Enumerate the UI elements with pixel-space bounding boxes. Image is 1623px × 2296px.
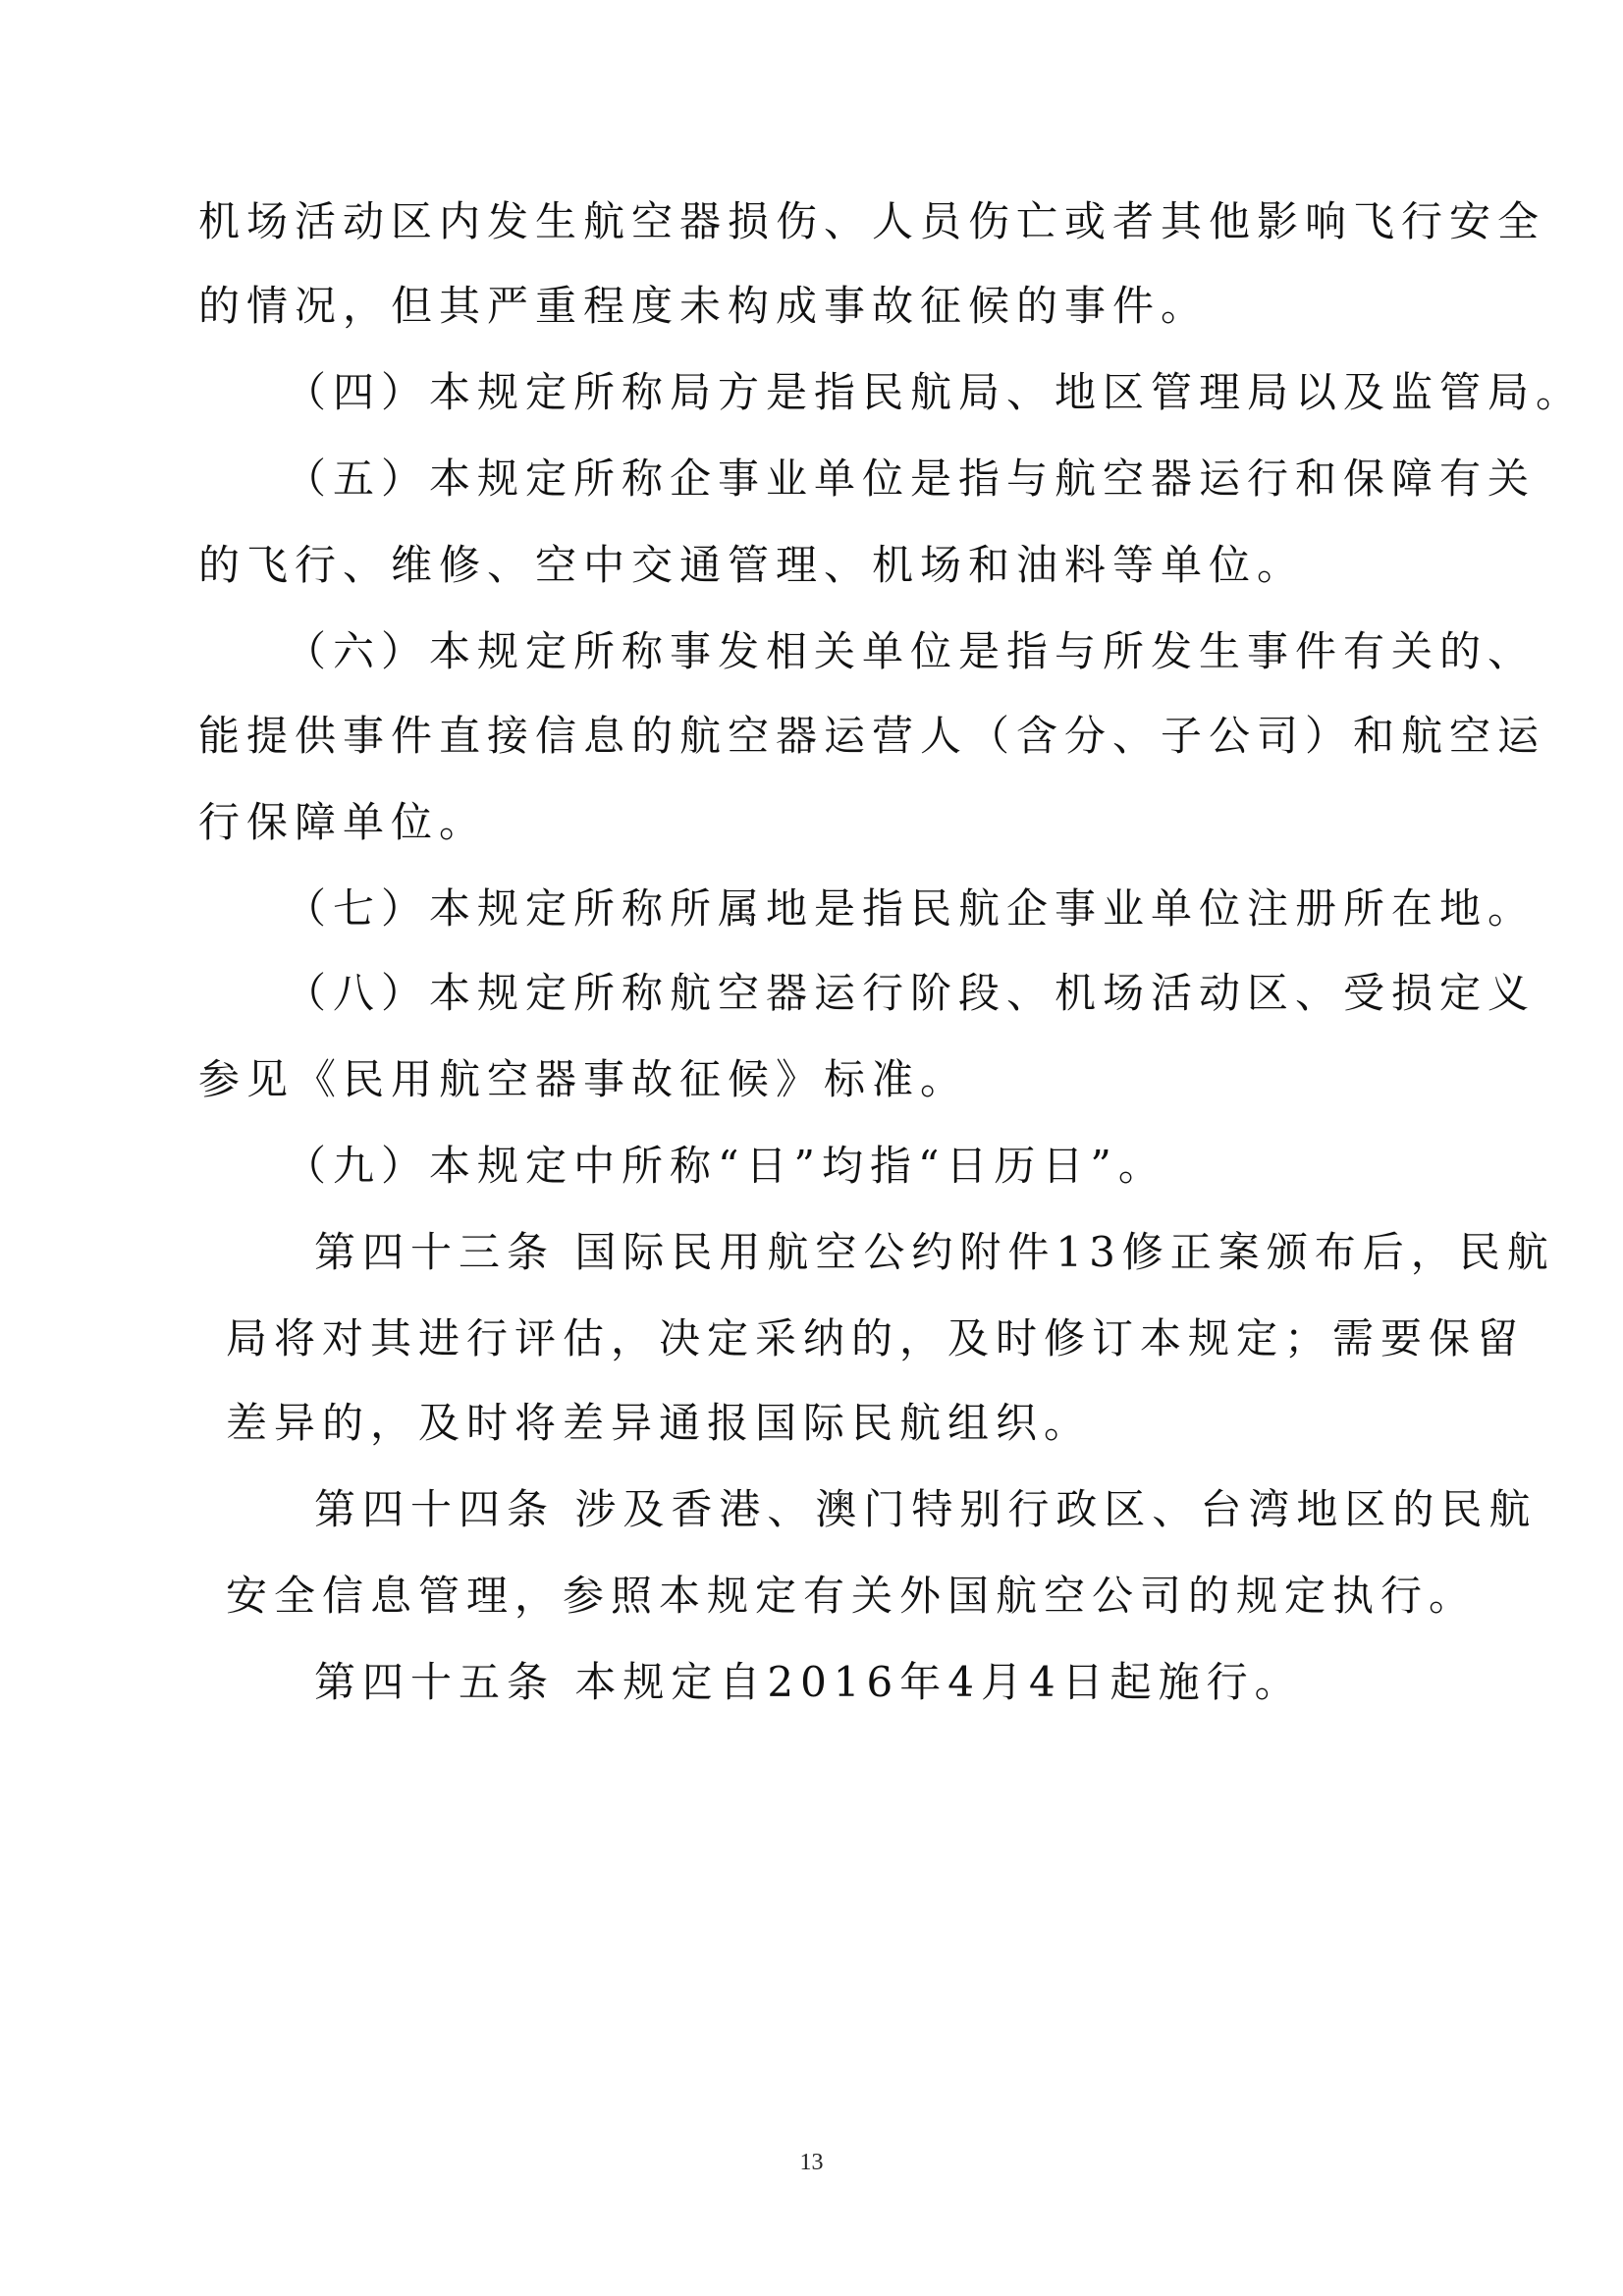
- text-line-2: 的情况，但其严重程度未构成事故征候的事件。: [198, 282, 1210, 330]
- text-line-6: （六）本规定所称事发相关单位是指与所发生事件有关的、: [285, 627, 1537, 675]
- text-line-17: 安全信息管理，参照本规定有关外国航空公司的规定执行。: [226, 1572, 1478, 1620]
- text-line-18: 第四十五条 本规定自2016年4月4日起施行。: [314, 1658, 1303, 1706]
- text-line-3: （四）本规定所称局方是指民航局、地区管理局以及监管局。: [285, 368, 1585, 416]
- text-line-7: 能提供事件直接信息的航空器运营人（含分、子公司）和航空运: [198, 712, 1546, 760]
- text-line-10: （八）本规定所称航空器运行阶段、机场活动区、受损定义: [285, 969, 1537, 1017]
- text-line-13: 第四十三条 国际民用航空公约附件13修正案颁布后，民航: [314, 1228, 1555, 1276]
- text-line-5: 的飞行、维修、空中交通管理、机场和油料等单位。: [198, 541, 1306, 589]
- text-line-12: （九）本规定中所称“日”均指“日历日”。: [285, 1142, 1166, 1190]
- page-number: 13: [799, 2150, 824, 2175]
- text-line-11: 参见《民用航空器事故征候》标准。: [198, 1055, 969, 1103]
- text-line-9: （七）本规定所称所属地是指民航企事业单位注册所在地。: [285, 884, 1537, 933]
- text-line-4: （五）本规定所称企事业单位是指与航空器运行和保障有关: [285, 454, 1537, 503]
- text-line-16: 第四十四条 涉及香港、澳门特别行政区、台湾地区的民航: [314, 1485, 1538, 1533]
- text-line-15: 差异的，及时将差异通报国际民航组织。: [226, 1399, 1093, 1447]
- text-line-1: 机场活动区内发生航空器损伤、人员伤亡或者其他影响飞行安全: [198, 197, 1546, 245]
- text-line-14: 局将对其进行评估，决定采纳的，及时修订本规定；需要保留: [226, 1314, 1526, 1362]
- text-line-8: 行保障单位。: [198, 798, 488, 846]
